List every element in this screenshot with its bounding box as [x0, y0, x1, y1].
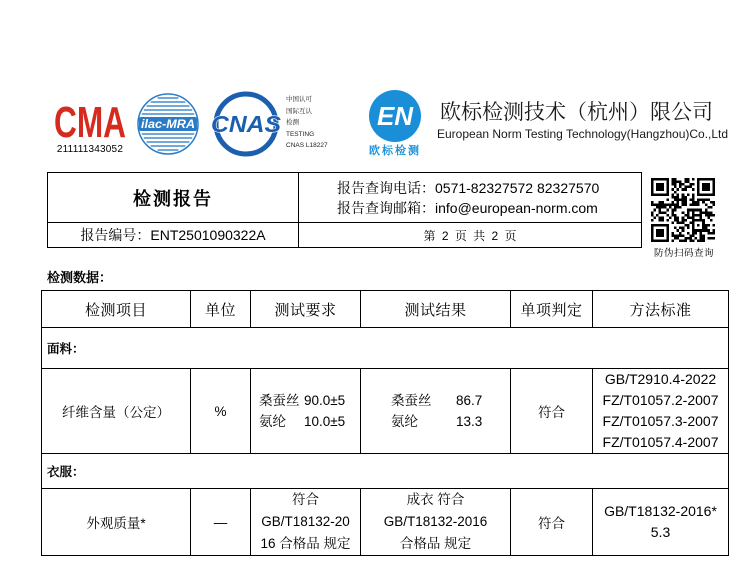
group-label-garment: 衣服：	[42, 454, 729, 489]
report-header-table	[47, 172, 642, 248]
cnas-caption-line: 检测	[286, 119, 299, 126]
fiber-value: 90.0±5	[304, 393, 346, 408]
cnas-caption-line: CNAS L18227	[286, 142, 328, 149]
requirement-line	[251, 411, 360, 432]
report-number: 报告编号：ENT2501090322A	[48, 223, 299, 248]
company-en-logo	[368, 89, 422, 143]
company-name-cn: 欧标检测技术（杭州）限公司	[440, 101, 713, 124]
cnas-caption	[286, 94, 328, 152]
cnas-caption-line: TESTING	[286, 130, 315, 138]
cma-certificate-number: 211111343052	[56, 144, 124, 155]
method-standard: GB/T18132-2016*	[604, 503, 717, 519]
table-row	[42, 369, 729, 454]
method-standard-cell	[593, 489, 729, 556]
cnas-caption-line: 中国认可	[286, 96, 312, 103]
requirement-cell	[251, 369, 361, 454]
company-logo-caption: 欧标检测	[369, 145, 421, 157]
column-header-requirement: 测试要求	[251, 291, 361, 328]
fiber-label: 氨纶	[391, 414, 418, 429]
method-standard: FZ/T01057.3-2007	[602, 413, 719, 429]
query-phone: 报告查询电话：0571-82327572 82327570	[337, 179, 600, 196]
method-standard: 5.3	[650, 524, 671, 540]
test-data-table	[41, 290, 729, 556]
qr-code	[651, 178, 715, 242]
fiber-value: 86.7	[456, 393, 483, 408]
method-standard: FZ/T01057.4-2007	[602, 434, 719, 450]
test-item: 外观质量*	[42, 489, 191, 556]
column-header-result: 测试结果	[361, 291, 511, 328]
group-label-fabric: 面料：	[42, 328, 729, 369]
requirement-list	[251, 390, 360, 432]
requirement-line: 符合	[292, 492, 319, 507]
fiber-label: 桑蚕丝	[391, 393, 432, 408]
result-cell	[361, 369, 511, 454]
qr-modules	[651, 178, 715, 242]
unit: %	[191, 369, 251, 454]
fiber-label: 桑蚕丝	[259, 393, 300, 408]
table-row	[42, 489, 729, 556]
report-header-row	[48, 223, 642, 248]
cma-mark: CMA	[54, 98, 126, 147]
fiber-label: 氨纶	[259, 414, 286, 429]
company-name-en: European Norm Testing Technology(Hangzhou)Co.,Ltd	[437, 127, 729, 141]
table-header-row	[42, 291, 729, 328]
result-line: 成衣 符合	[406, 492, 465, 507]
group-row	[42, 454, 729, 489]
section-title: 检测数据：	[47, 270, 113, 285]
result-line	[361, 390, 510, 411]
report-header-row	[48, 173, 642, 223]
qr-caption: 防伪扫码查询	[653, 248, 714, 259]
method-standard: GB/T2910.4-2022	[604, 371, 717, 387]
result-line: 合格品 规定	[399, 536, 472, 551]
result-list	[361, 390, 510, 432]
ilac-mra-logo	[136, 92, 200, 156]
report-title: 检测报告	[48, 173, 299, 223]
cnas-logo	[208, 89, 284, 159]
result-cell	[361, 489, 511, 556]
method-standard-cell	[593, 369, 729, 454]
column-header-unit: 单位	[191, 291, 251, 328]
unit: —	[191, 489, 251, 556]
method-standard: FZ/T01057.2-2007	[602, 392, 719, 408]
report-contact	[299, 173, 642, 223]
group-row	[42, 328, 729, 369]
result-line: GB/T18132-2016	[383, 514, 488, 529]
ilac-mark: ilac-MRA	[141, 119, 195, 131]
cnas-caption-line: 国际互认	[286, 107, 312, 115]
cnas-mark: CNAS	[211, 111, 282, 137]
result-line	[361, 411, 510, 432]
column-header-standard: 方法标准	[593, 291, 729, 328]
column-header-verdict: 单项判定	[511, 291, 593, 328]
en-mark: EN	[376, 101, 414, 131]
page-indicator: 第 2 页 共 2 页	[299, 223, 642, 248]
column-header-item: 检测项目	[42, 291, 191, 328]
verdict: 符合	[511, 489, 593, 556]
query-email: 报告查询邮箱：info@european-norm.com	[337, 199, 598, 216]
requirement-line	[251, 390, 360, 411]
test-item: 纤维含量（公定）	[42, 369, 191, 454]
cma-logo	[52, 95, 128, 145]
verdict: 符合	[511, 369, 593, 454]
requirement-line: GB/T18132-20	[261, 514, 350, 529]
fiber-value: 10.0±5	[304, 414, 346, 429]
requirement-line: 16 合格品 规定	[260, 536, 351, 551]
requirement-cell	[251, 489, 361, 556]
fiber-value: 13.3	[456, 414, 483, 429]
